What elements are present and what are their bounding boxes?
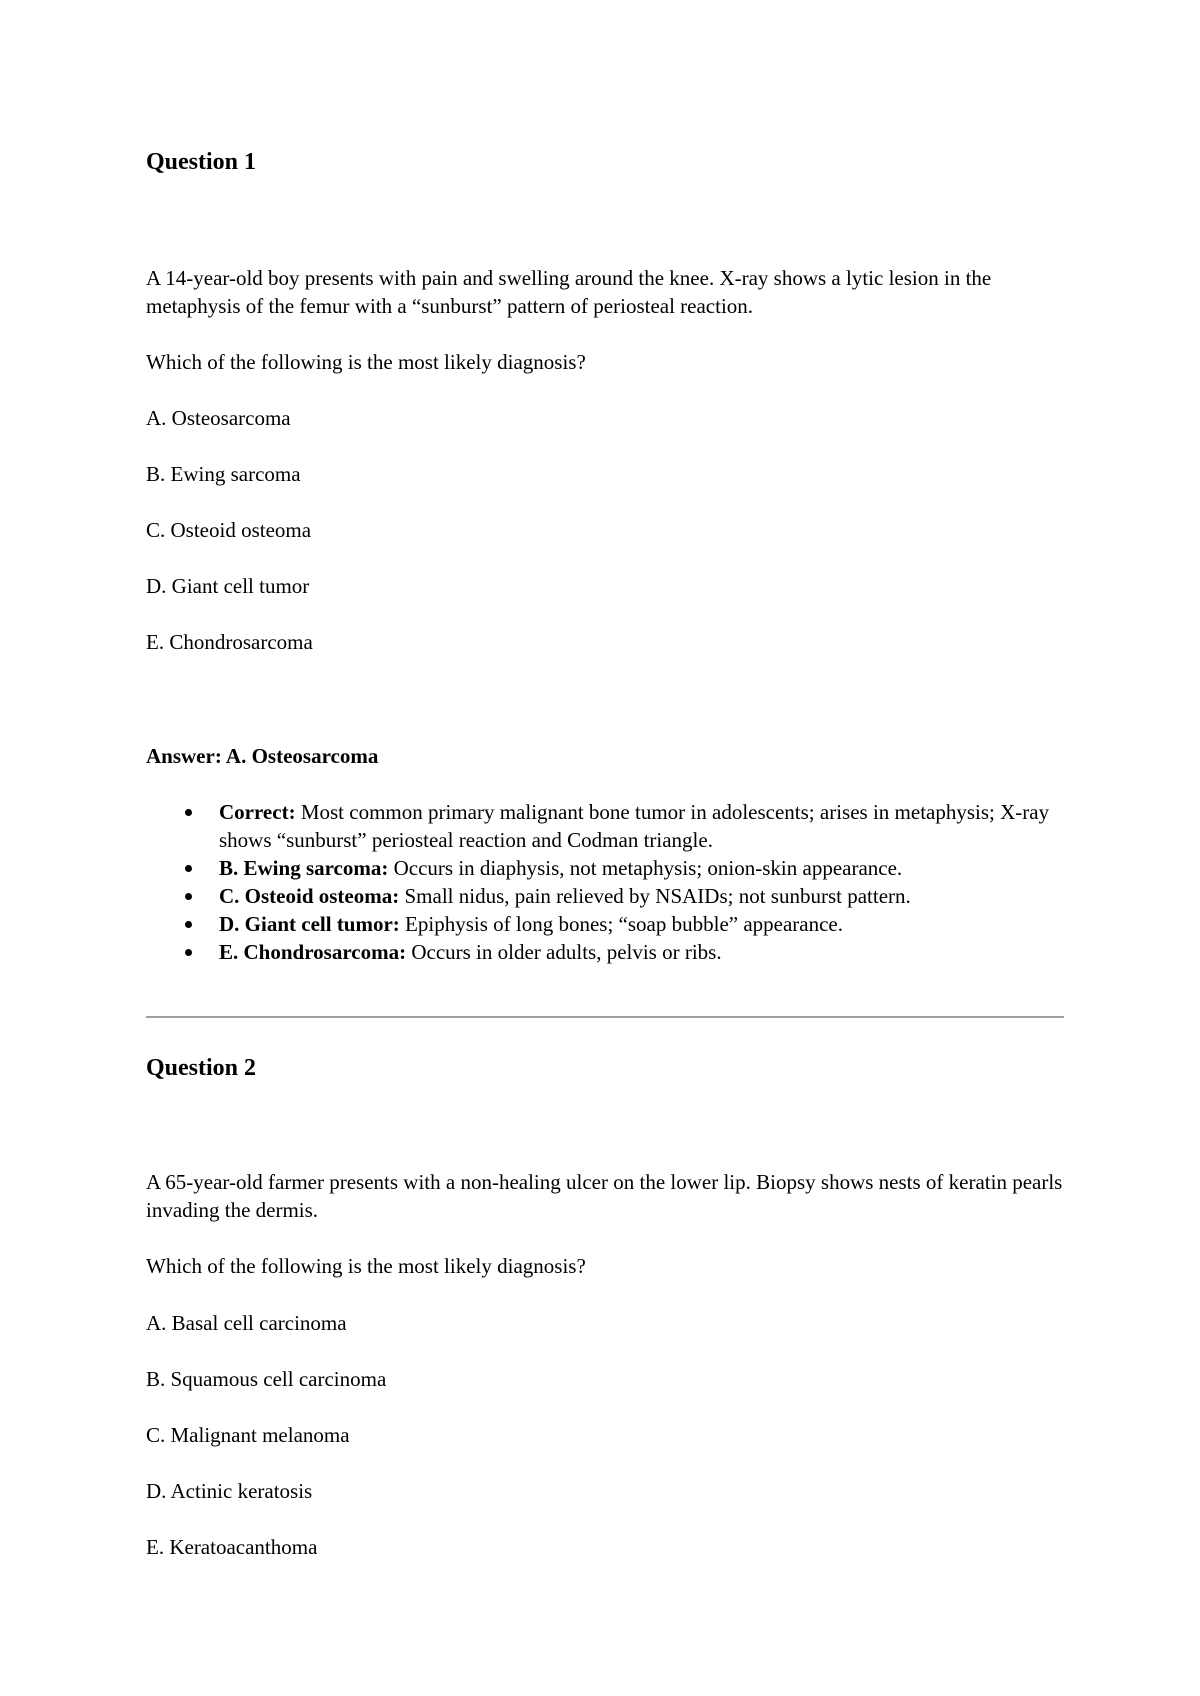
question-1-answer: Answer: A. Osteosarcoma xyxy=(146,744,379,768)
section-divider xyxy=(146,1016,1064,1018)
bullet-icon xyxy=(185,893,192,900)
bullet-icon xyxy=(185,949,192,956)
question-2-option-e: E. Keratoacanthoma xyxy=(146,1535,318,1559)
bullet-icon xyxy=(185,865,192,872)
explanation-label: E. Chondrosarcoma: xyxy=(219,940,407,964)
question-2-stem: A 65-year-old farmer presents with a non-healing ulcer on the lower lip. Biopsy shows nests of keratin pearls invading the dermis. xyxy=(146,1170,1063,1222)
explanation-text: Most common primary malignant bone tumor in adolescents; arises in metaphysis; X-ray shows “sunburst” periosteal reaction and Codman triangle. xyxy=(219,800,1050,852)
question-1-option-b: B. Ewing sarcoma xyxy=(146,462,301,486)
question-2-option-b: B. Squamous cell carcinoma xyxy=(146,1367,387,1391)
explanation-label: Correct: xyxy=(219,800,296,824)
question-2-option-a: A. Basal cell carcinoma xyxy=(146,1311,347,1335)
explanation-item xyxy=(146,910,1066,938)
question-2-option-c: C. Malignant melanoma xyxy=(146,1423,350,1447)
question-1-option-a: A. Osteosarcoma xyxy=(146,406,291,430)
question-2-title: Question 2 xyxy=(146,1055,257,1081)
question-1-prompt: Which of the following is the most likely diagnosis? xyxy=(146,350,586,374)
question-1-title: Question 1 xyxy=(146,149,257,175)
explanation-item xyxy=(146,938,1066,966)
bullet-icon xyxy=(185,921,192,928)
explanation-text: Small nidus, pain relieved by NSAIDs; not sunburst pattern. xyxy=(399,884,911,908)
explanation-item xyxy=(146,854,1066,882)
explanation-text: Occurs in diaphysis, not metaphysis; onion-skin appearance. xyxy=(388,856,903,880)
question-1-explanations xyxy=(146,798,1066,966)
explanation-label: C. Osteoid osteoma: xyxy=(219,884,400,908)
question-1-option-e: E. Chondrosarcoma xyxy=(146,630,313,654)
explanation-text: Epiphysis of long bones; “soap bubble” appearance. xyxy=(399,912,844,936)
question-2-prompt: Which of the following is the most likely diagnosis? xyxy=(146,1254,586,1278)
explanation-item xyxy=(146,882,1066,910)
question-1-option-d: D. Giant cell tumor xyxy=(146,574,310,598)
question-2-option-d: D. Actinic keratosis xyxy=(146,1479,313,1503)
explanation-label: B. Ewing sarcoma: xyxy=(219,856,389,880)
explanation-label: D. Giant cell tumor: xyxy=(219,912,400,936)
explanation-text: Occurs in older adults, pelvis or ribs. xyxy=(406,940,722,964)
bullet-icon xyxy=(185,809,192,816)
question-1-option-c: C. Osteoid osteoma xyxy=(146,518,312,542)
question-1-stem: A 14-year-old boy presents with pain and swelling around the knee. X-ray shows a lytic lesion in the metaphysis of the femur with a “sunburst” pattern of periosteal reaction. xyxy=(146,266,992,318)
explanation-item xyxy=(146,798,1066,854)
